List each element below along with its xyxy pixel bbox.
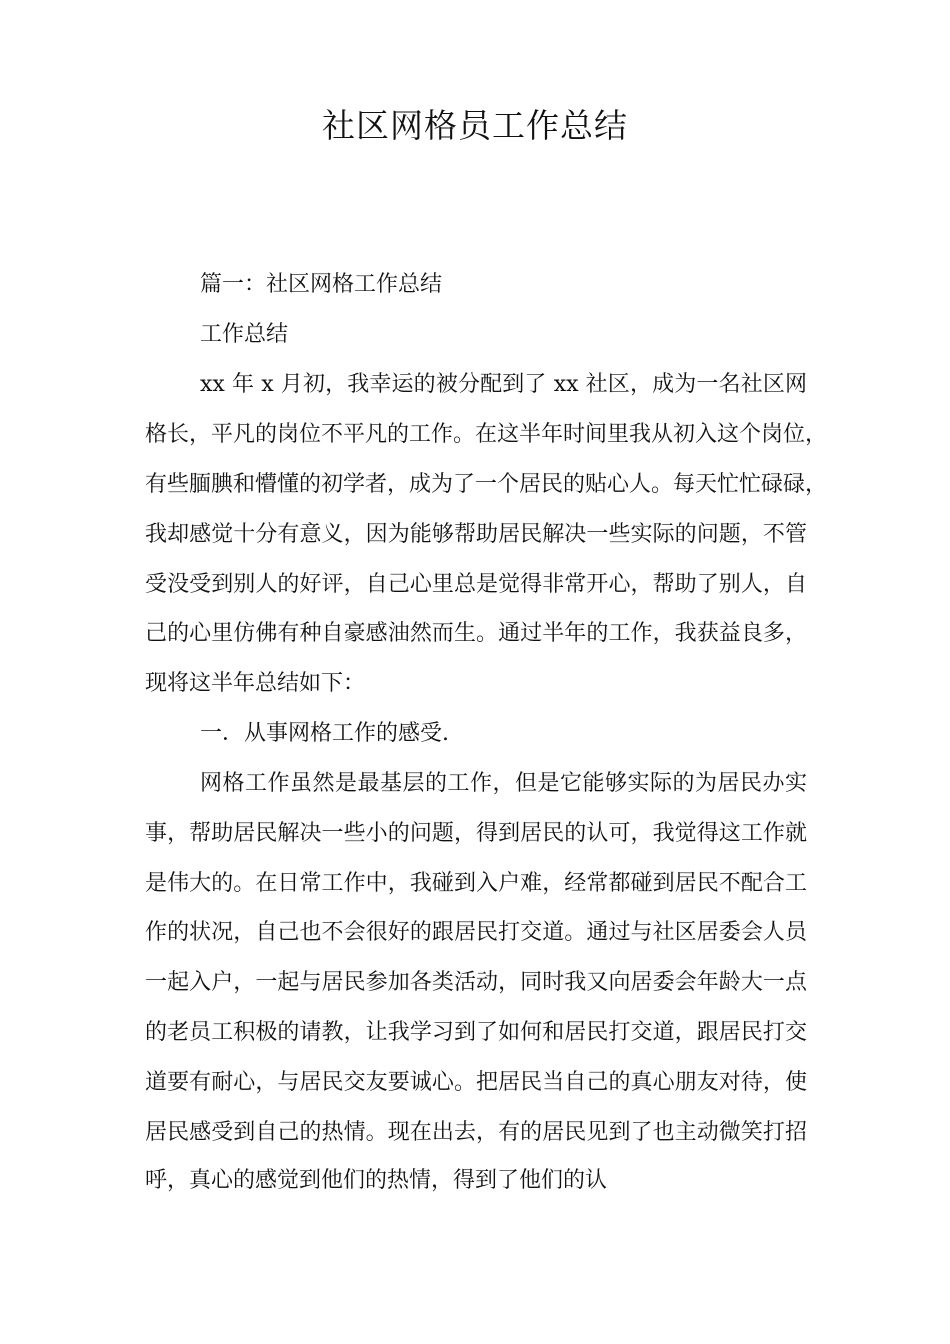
paragraph-line: xx 年 x 月初，我幸运的被分配到了 xx 社区，成为一名社区网 [200, 372, 807, 397]
paragraph-line: 道要有耐心，与居民交友要诚心。把居民当自己的真心朋友对待，使 [145, 1070, 807, 1095]
paragraph-line: 网格工作虽然是最基层的工作，但是它能够实际的为居民办实 [200, 771, 807, 796]
paragraph-line: 我却感觉十分有意义，因为能够帮助居民解决一些实际的问题，不管 [145, 522, 807, 547]
paragraph-line: 是伟大的。在日常工作中，我碰到入户难，经常都碰到居民不配合工 [145, 871, 807, 896]
paragraph-line: 的老员工积极的请教，让我学习到了如何和居民打交道，跟居民打交 [145, 1020, 807, 1045]
paragraph-line: 有些腼腆和懵懂的初学者，成为了一个居民的贴心人。每天忙忙碌碌， [145, 472, 828, 497]
paragraph-line: 受没受到别人的好评，自己心里总是觉得非常开心，帮助了别人，自 [145, 572, 807, 597]
paragraph-line: 现将这半年总结如下： [145, 671, 366, 696]
paragraph-line: 事，帮助居民解决一些小的问题，得到居民的认可，我觉得这工作就 [145, 821, 807, 846]
paragraph-line: 一起入户，一起与居民参加各类活动，同时我又向居委会年龄大一点 [145, 970, 807, 995]
subheading: 工作总结 [200, 322, 289, 347]
paragraph-line: 格长，平凡的岗位不平凡的工作。在这半年时间里我从初入这个岗位， [145, 422, 828, 447]
section-heading: 篇一：社区网格工作总结 [200, 272, 443, 297]
paragraph-line: 居民感受到自己的热情。现在出去，有的居民见到了也主动微笑打招 [145, 1120, 807, 1145]
section-heading: 一．从事网格工作的感受. [200, 721, 449, 746]
document-title: 社区网格员工作总结 [322, 106, 628, 145]
paragraph-line: 呼，真心的感觉到他们的热情，得到了他们的认 [145, 1168, 608, 1193]
paragraph-line: 己的心里仿佛有种自豪感油然而生。通过半年的工作，我获益良多， [145, 621, 807, 646]
paragraph-line: 作的状况，自己也不会很好的跟居民打交道。通过与社区居委会人员 [145, 920, 807, 945]
